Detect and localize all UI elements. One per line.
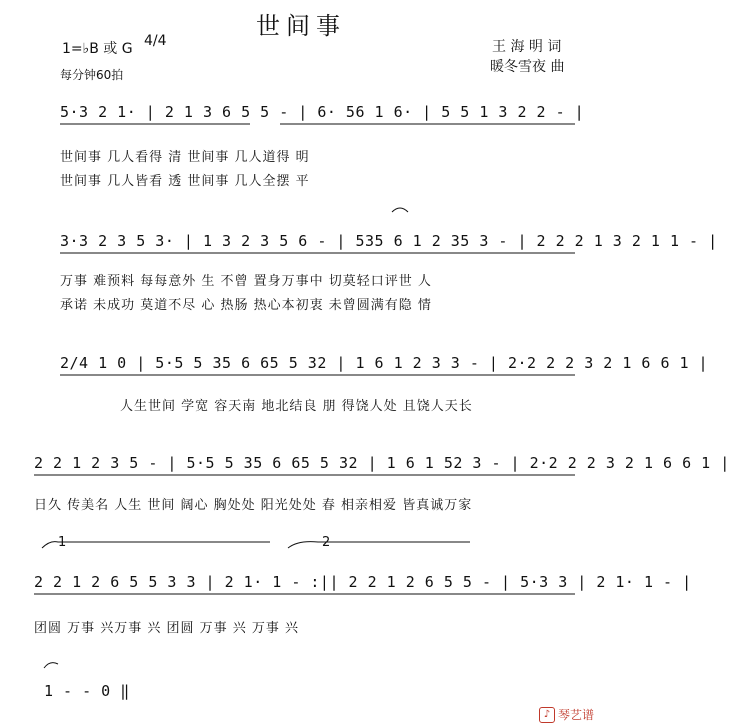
lyrics-row-2-verse-2: 承诺 未成功 莫道不尽 心 热肠 热心本初衷 未曾圆满有隐 情 [60, 298, 432, 313]
lyrics-row-1-verse-2: 世间事 几人皆看 透 世间事 几人全摆 平 [60, 174, 310, 189]
song-title: 世间事 [256, 12, 346, 40]
lyrics-row-2-verse-1: 万事 难预料 每每意外 生 不曾 置身万事中 切莫轻口评世 人 [60, 274, 432, 289]
logo-text: 琴艺谱 [557, 708, 594, 722]
lyrics-row-5: 团圆 万事 兴万事 兴 团圆 万事 兴 万事 兴 [34, 621, 300, 636]
site-logo [539, 706, 594, 723]
notation-row-2: 3·3 2 3 5 3· | 1 3 2 3 5 6 - | 535 6 1 2 35 3 - | 2 2 2 1 3 2 1 1 - | [60, 232, 718, 250]
notation-row-5: 2 2 1 2 6 5 5 3 3 | 2 1· 1 - :|| 2 2 1 2 6 5 5 - | 5·3 3 | 2 1· 1 - | [34, 573, 692, 591]
notation-row-4: 2 2 1 2 3 5 - | 5·5 5 35 6 65 5 32 | 1 6 1 52 3 - | 2·2 2 2 3 2 1 6 6 1 | [34, 454, 730, 472]
lyrics-row-1-verse-1: 世间事 几人看得 清 世间事 几人道得 明 [60, 150, 310, 165]
music-note-icon: ♪ [539, 707, 555, 723]
notation-row-6: 1 - - 0 ‖ [44, 682, 130, 700]
time-signature: 4/4 [144, 33, 167, 49]
key-signature: 1=♭B 或 G [62, 41, 133, 57]
lyrics-row-3: 人生世间 学宽 容天南 地北结良 朋 得饶人处 且饶人天长 [120, 399, 473, 414]
volta-2-number: 2 [322, 535, 331, 550]
volta-1-bracket [42, 542, 270, 548]
notation-row-3: 2/4 1 0 | 5·5 5 35 6 65 5 32 | 1 6 1 2 3 3 - | 2·2 2 2 3 2 1 6 6 1 | [60, 354, 709, 372]
slur-mark [392, 208, 408, 212]
volta-1-number: 1 [58, 535, 67, 550]
composer-credit: 暖冬雪夜 曲 [490, 59, 565, 75]
tempo-marking: 每分钟60拍 [60, 68, 124, 82]
volta-2-bracket [288, 542, 470, 548]
slur-mark [44, 663, 58, 668]
lyricist-credit: 王 海 明 词 [492, 39, 562, 55]
notation-row-1: 5·3 2 1· | 2 1 3 6 5 5 - | 6· 56 1 6· | 5 5 1 3 2 2 - | [60, 103, 585, 121]
lyrics-row-4: 日久 传美名 人生 世间 阔心 胸处处 阳光处处 春 相亲相爱 皆真诚万家 [34, 498, 473, 513]
